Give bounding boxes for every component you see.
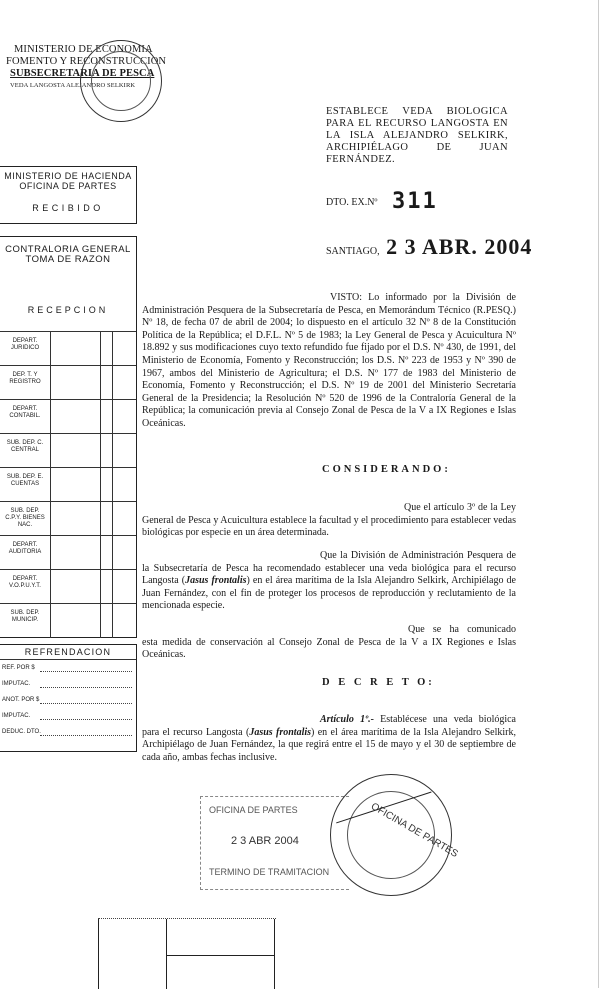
scan-edge bbox=[598, 0, 599, 988]
contraloria-row bbox=[0, 467, 136, 502]
contraloria-line2: TOMA DE RAZON bbox=[25, 254, 111, 265]
contraloria-row bbox=[0, 569, 136, 604]
decreto-article bbox=[142, 714, 516, 764]
ministry-seal-icon bbox=[80, 40, 162, 122]
hacienda-box bbox=[0, 166, 137, 224]
decree-place: SANTIAGO, bbox=[326, 246, 380, 257]
row-label: DEPART. V.O.P.U.Y.T. bbox=[9, 576, 41, 589]
contraloria-row bbox=[0, 365, 136, 400]
decree-number-label: DTO. EX.Nº bbox=[326, 197, 378, 208]
row-label: DEPART. AUDITORIA bbox=[8, 542, 42, 555]
considerando-p3 bbox=[142, 624, 516, 662]
refrendacion-title: REFRENDACION bbox=[24, 647, 112, 657]
article-text-a: Establécese una veda biológica para el recurso Langosta ( bbox=[142, 714, 516, 738]
contraloria-row bbox=[0, 535, 136, 570]
visto-paragraph bbox=[142, 292, 516, 431]
contraloria-line1: CONTRALORIA GENERAL bbox=[5, 244, 131, 255]
considerando-p2-b: ) en el área marítima de la Isla Alejandro Selkirk, Archipiélago de Juan Fernández, con el fin de proteger los procesos de reproducción y reclutamiento de la mencionada especie. bbox=[142, 575, 516, 612]
bottom-form-grid bbox=[98, 918, 276, 989]
hacienda-line1: MINISTERIO DE HACIENDA bbox=[4, 171, 132, 181]
contraloria-row bbox=[0, 331, 136, 366]
contraloria-row bbox=[0, 603, 136, 638]
stamp-line2: 2 3 ABR 2004 bbox=[231, 835, 299, 847]
stamp-line1: OFICINA DE PARTES bbox=[209, 805, 298, 815]
considerando-heading: CONSIDERANDO: bbox=[322, 464, 451, 475]
considerando-p1-text: Que el artículo 3º de la Ley General de Pesca y Acuicultura establece la facultad y el procedimiento para establecer vedas biológicas por especie en un área determinada. bbox=[142, 502, 516, 539]
refrendacion-box bbox=[0, 644, 137, 752]
letterhead-subject: VEDA LANGOSTA ALEJANDRO SELKIRK bbox=[10, 82, 136, 89]
row-label: DEPART. CONTABIL. bbox=[9, 406, 41, 419]
contraloria-row bbox=[0, 433, 136, 468]
seal-text: OFICINA DE PARTES bbox=[368, 801, 460, 860]
decree-date-line bbox=[326, 234, 532, 260]
ref-row-label: IMPUTAC. bbox=[2, 713, 31, 719]
visto-label: VISTO: bbox=[330, 292, 363, 303]
row-label: SUB. DEP. E. CUENTAS bbox=[6, 474, 44, 487]
visto-text: Lo informado por la División de Administración Pesquera de la Subsecretaría de Pesca, en Memorándum Técnico (R.PESQ.) Nº 18, de fecha 07 de abril de 2004; lo dispuesto en el artículo 32 Nº 8 de la Constitución Política de la República; el D.F.L. Nº 5 de 1983; la Ley General de Pesca y Acuicultura Nº 18.892 y sus modificaciones cuyo texto refundido fue fijado por el D.S. Nº 430, de 1991, del Ministerio de Economía, Fomento y Reconstrucción; los D.S. Nº 223 de 1953 y Nº 390 de 1967, ambos del Ministerio de Agricultura; el D.S. Nº 177 de 1983 del Ministerio de Economía, Fomento y Reconstrucción; el D.S. Nº 19 de 2001 del Ministerio Secretaría General de la Presidencia; la Resolución Nº 520 de 1996 de la Contraloría General de la República; la comunicación previa al Consejo Zonal de Pesca de la V a IX Regiones e Islas Oceánicas. bbox=[142, 292, 516, 429]
row-label: SUB. DEP. MUNICIP. bbox=[10, 610, 40, 623]
considerando-p3-text: Que se ha comunicado esta medida de conservación al Consejo Zonal de Pesca de la V a IX Regiones e Islas Oceánicas. bbox=[142, 624, 516, 661]
article-text-b: ) en el área marítima de la Isla Alejandro Selkirk, Archipiélago de Juan Fernández, la que regirá entre el 15 de mayo y el 30 de septiembre de cada año, ambas fechas inclusive. bbox=[142, 726, 516, 763]
decree-number: 311 bbox=[392, 189, 438, 214]
row-label: SUB. DEP. C. CENTRAL bbox=[6, 440, 44, 453]
considerando-p1 bbox=[142, 502, 516, 540]
decreto-heading: D E C R E T O: bbox=[322, 677, 435, 688]
considerando-p2-a: Que la División de Administración Pesquera de la Subsecretaría de Pesca ha recomendado establecer una veda biológica para el recurso Langosta ( bbox=[142, 550, 516, 587]
ref-row-label: DEDUC. DTO. bbox=[2, 729, 41, 735]
ref-row-label: IMPUTAC. bbox=[2, 681, 31, 687]
decree-title: ESTABLECE VEDA BIOLOGICA PARA EL RECURSO LANGOSTA EN LA ISLA ALEJANDRO SELKIRK, ARCHIPIÉLAGO DE JUAN FERNÁNDEZ. bbox=[326, 106, 508, 165]
oficina-partes-stamp bbox=[200, 796, 349, 890]
decree-date: 2 3 ABR. 2004 bbox=[386, 234, 533, 259]
row-label: DEPART. JURIDICO bbox=[10, 338, 40, 351]
considerando-p2 bbox=[142, 550, 516, 613]
letterhead-fomento: FOMENTO Y RECONSTRUCCION bbox=[6, 56, 167, 67]
row-label: DEP. T. Y REGISTRO bbox=[9, 372, 41, 385]
ref-row-label: ANOT. POR $ bbox=[2, 697, 40, 703]
letterhead-subsecretaria: SUBSECRETARIA DE PESCA bbox=[10, 68, 155, 79]
contraloria-reception: RECEPCION bbox=[27, 305, 109, 315]
contraloria-box bbox=[0, 236, 137, 638]
letterhead-ministry: MINISTERIO DE ECONOMIA bbox=[14, 44, 153, 55]
contraloria-row bbox=[0, 399, 136, 434]
stamp-line3: TERMINO DE TRAMITACION bbox=[209, 867, 330, 877]
article-species: Jasus frontalis bbox=[249, 726, 312, 738]
hacienda-line2: OFICINA DE PARTES bbox=[19, 181, 117, 191]
contraloria-row bbox=[0, 501, 136, 536]
species-name: Jasus frontalis bbox=[185, 575, 247, 587]
row-label: SUB. DEP. C.P.Y. BIENES NAC. bbox=[5, 508, 45, 528]
ref-row-label: REF. POR $ bbox=[2, 665, 35, 671]
hacienda-received: RECIBIDO bbox=[32, 203, 104, 213]
article-label: Artículo 1º.- bbox=[320, 714, 374, 725]
